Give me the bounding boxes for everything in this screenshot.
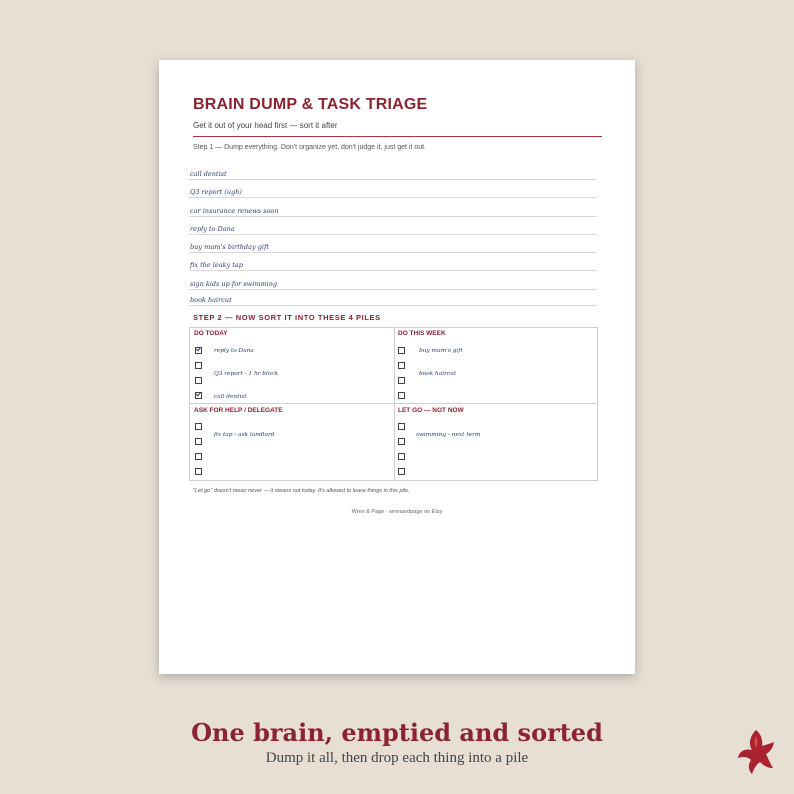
dump-item: book haircut: [190, 296, 232, 304]
do-this-week-entry: buy mum's gift: [419, 348, 463, 354]
do-today-entry: call dentist: [214, 394, 247, 400]
delegate-checkbox[interactable]: [195, 453, 202, 460]
pile-heading-let-go: LET GO — NOT NOW: [398, 407, 464, 414]
promo-tagline: Dump it all, then drop each thing into a pile: [265, 750, 529, 766]
step2-heading: STEP 2 — NOW SORT IT INTO THESE 4 PILES: [193, 313, 381, 322]
dump-item: sign kids up for swimming: [190, 280, 278, 288]
do-today-checkbox[interactable]: [195, 392, 202, 399]
step1-instruction: Step 1 — Dump everything. Don't organize yet, don't judge it, just get it out.: [193, 144, 427, 151]
dump-line: [189, 277, 597, 290]
sheet-footer: Wren & Page · wrenandpage on Etsy: [351, 509, 443, 515]
do-today-checkbox[interactable]: [195, 377, 202, 384]
sheet-subtitle: Get it out of your head first — sort it after: [193, 121, 338, 130]
dump-item: call dentist: [190, 170, 227, 178]
dump-item: buy mum's birthday gift: [190, 243, 269, 251]
do-today-checkbox[interactable]: [195, 362, 202, 369]
dump-item: Q3 report (ugh): [190, 188, 242, 196]
pile-heading-delegate: ASK FOR HELP / DELEGATE: [194, 407, 283, 414]
do-today-entry: reply to Dana: [214, 348, 254, 354]
dump-item: car insurance renews soon: [190, 207, 279, 215]
let-go-checkbox[interactable]: [398, 453, 405, 460]
do-this-week-checkbox[interactable]: [398, 377, 405, 384]
let-go-checkbox[interactable]: [398, 468, 405, 475]
dump-line: [189, 258, 597, 271]
dump-line: [189, 222, 597, 235]
let-go-checkbox[interactable]: [398, 438, 405, 445]
sheet-title: BRAIN DUMP & TASK TRIAGE: [193, 96, 428, 113]
pile-heading-do-this-week: DO THIS WEEK: [398, 330, 446, 337]
dump-item: reply to Dana: [190, 225, 235, 233]
dump-line: [189, 185, 597, 198]
let-go-note: "Let go" doesn't mean never — it means not today. It's allowed to leave things in this pile.: [193, 488, 410, 494]
promo-headline: One brain, emptied and sorted: [191, 718, 603, 747]
do-today-checkbox[interactable]: [195, 347, 202, 354]
dump-line: [189, 240, 597, 253]
let-go-entry: swimming - next term: [416, 432, 481, 438]
dump-item: fix the leaky tap: [190, 261, 243, 269]
red-bird-icon: [736, 726, 776, 776]
do-this-week-checkbox[interactable]: [398, 362, 405, 369]
pile-heading-do-today: DO TODAY: [194, 330, 228, 337]
triage-grid: [189, 327, 598, 481]
delegate-checkbox[interactable]: [195, 468, 202, 475]
do-today-entry: Q3 report - 1 hr block: [214, 371, 279, 377]
dump-line: [189, 293, 597, 306]
grid-divider-vertical: [394, 328, 395, 480]
let-go-checkbox[interactable]: [398, 423, 405, 430]
dump-line: [189, 167, 597, 180]
do-this-week-checkbox[interactable]: [398, 347, 405, 354]
delegate-checkbox[interactable]: [195, 423, 202, 430]
planner-sheet: [159, 60, 635, 674]
dump-line: [189, 204, 597, 217]
grid-divider-horizontal: [190, 403, 597, 404]
delegate-entry: fix tap - ask landlord: [214, 432, 275, 438]
title-divider: [193, 136, 602, 137]
delegate-checkbox[interactable]: [195, 438, 202, 445]
do-this-week-entry: book haircut: [419, 371, 457, 377]
do-this-week-checkbox[interactable]: [398, 392, 405, 399]
